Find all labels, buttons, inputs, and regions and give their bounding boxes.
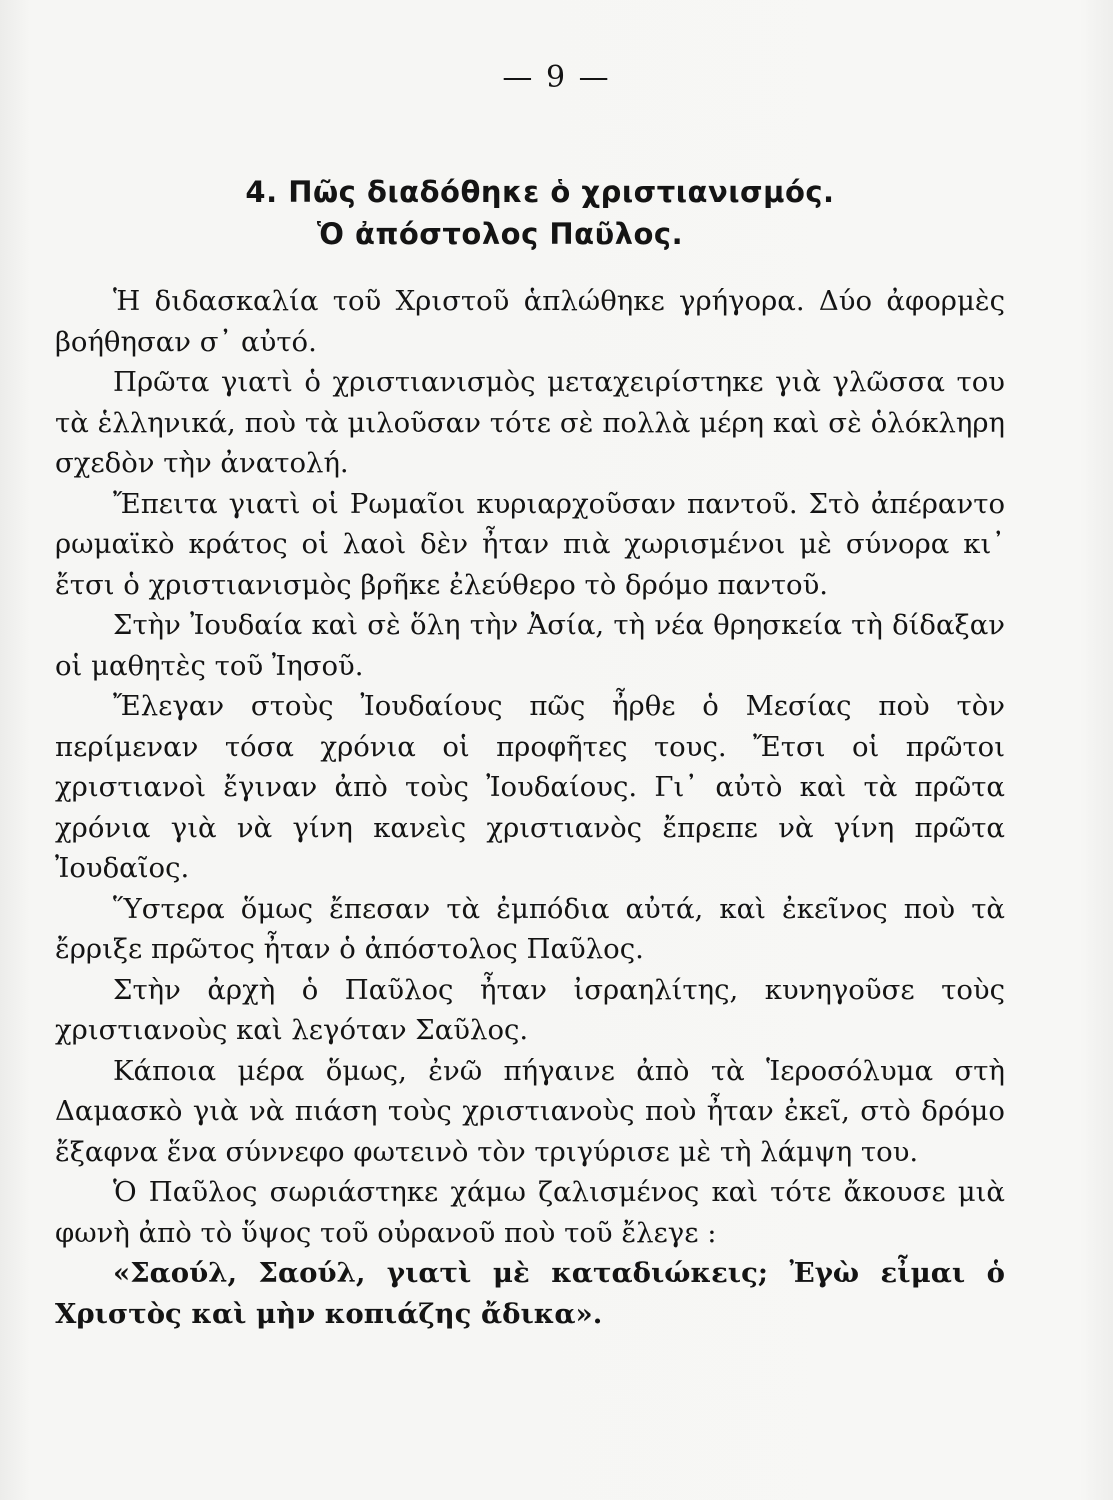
- paragraph: Ὕστερα ὅμως ἔπεσαν τὰ ἐμπόδια αὐτά, καὶ ἐκεῖνος ποὺ τὰ ἔρριξε πρῶτος ἦταν ὁ ἀπόστολος Παῦλος.: [55, 892, 1005, 965]
- paragraph: Στὴν Ἰουδαία καὶ σὲ ὅλη τὴν Ἀσία, τὴ νέα θρησκεία τὴ δίδαξαν οἱ μαθητὲς τοῦ Ἰησοῦ.: [55, 609, 1005, 682]
- paragraph: Ἔπειτα γιατὶ οἱ Ρωμαῖοι κυριαρχοῦσαν παντοῦ. Στὸ ἀπέραντο ρωμαϊκὸ κράτος οἱ λαοὶ δὲν ἦταν πιὰ χωρισμένοι μὲ σύνορα κι᾽ ἔτσι ὁ χριστιανισμὸς βρῆκε ἐλεύθερο τὸ δρόμο παντοῦ.: [55, 487, 1005, 601]
- paragraph: Στὴν ἀρχὴ ὁ Παῦλος ἦταν ἰσραηλίτης, κυνηγοῦσε τοὺς χριστιανοὺς καὶ λεγόταν Σαῦλος.: [55, 973, 1005, 1046]
- chapter-subtitle: Ὁ ἀπόστολος Παῦλος.: [316, 217, 684, 251]
- chapter-title: 4. Πῶς διαδόθηκε ὁ χριστιανισμός.: [245, 175, 835, 209]
- paragraph: Πρῶτα γιατὶ ὁ χριστιανισμὸς μεταχειρίστηκε γιὰ γλῶσσα του τὰ ἑλληνικά, ποὺ τὰ μιλοῦσαν τότε σὲ πολλὰ μέρη καὶ σὲ ὁλόκληρη σχεδὸν τὴν ἀνατολή.: [55, 366, 1005, 479]
- paragraph: Ἔλεγαν στοὺς Ἰουδαίους πῶς ἦρθε ὁ Μεσίας ποὺ τὸν περίμεναν τόσα χρόνια οἱ προφῆτες τους. Ἔτσι οἱ πρῶτοι χριστιανοὶ ἔγιναν ἀπὸ τοὺς Ἰουδαίους. Γι᾽ αὐτὸ καὶ τὰ πρῶτα χρόνια γιὰ νὰ γίνη κανεὶς χριστιανὸς ἔπρεπε νὰ γίνη πρῶτα Ἰουδαῖος.: [55, 690, 1005, 884]
- page-number: — 9 —: [502, 60, 611, 95]
- paragraph: Ἡ διδασκαλία τοῦ Χριστοῦ ἁπλώθηκε γρήγορα. Δύο ἀφορμὲς βοήθησαν σ᾽ αὐτό.: [55, 285, 1005, 358]
- paragraph: Ὁ Παῦλος σωριάστηκε χάμω ζαλισμένος καὶ τότε ἄκουσε μιὰ φωνὴ ἀπὸ τὸ ὕψος τοῦ οὐρανοῦ ποὺ τοῦ ἔλεγε :: [55, 1176, 1005, 1249]
- paragraph: Κάποια μέρα ὅμως, ἐνῶ πήγαινε ἀπὸ τὰ Ἱεροσόλυμα στὴ Δαμασκὸ γιὰ νὰ πιάση τοὺς χριστιανοὺς ποὺ ἦταν ἐκεῖ, στὸ δρόμο ἔξαφνα ἕνα σύννεφο φωτεινὸ τὸν τριγύρισε μὲ τὴ λάμψη του.: [55, 1054, 1005, 1168]
- chapter-body: [55, 281, 1005, 1334]
- quote-paragraph: «Σαούλ, Σαούλ, γιατὶ μὲ καταδιώκεις; Ἐγὼ εἶμαι ὁ Χριστὸς καὶ μὴν κοπιάζης ἄδικα».: [55, 1257, 1005, 1330]
